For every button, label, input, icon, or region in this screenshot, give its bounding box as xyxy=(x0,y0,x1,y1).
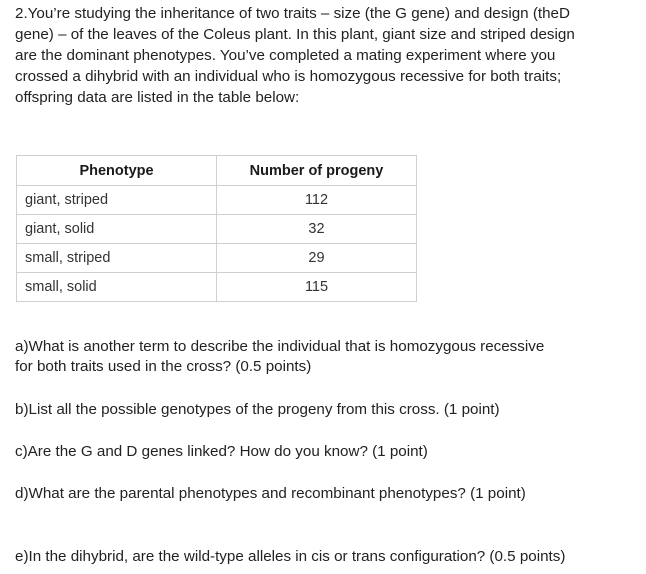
question-d-line: d)What are the parental phenotypes and recombinant phenotypes? (1 point) xyxy=(15,485,526,502)
question-c xyxy=(15,442,428,462)
question-intro xyxy=(15,3,635,108)
intro-line: gene) – of the leaves of the Coleus plant. In this plant, giant size and striped design xyxy=(15,26,575,43)
progeny-table xyxy=(16,155,417,302)
question-e xyxy=(15,547,565,567)
question-b xyxy=(15,400,500,420)
question-a xyxy=(15,337,544,377)
question-d xyxy=(15,484,526,504)
phenotype-cell: small, striped xyxy=(17,244,217,273)
intro-line: are the dominant phenotypes. You’ve completed a mating experiment where you xyxy=(15,47,556,64)
intro-line: 2.You’re studying the inheritance of two traits – size (the G gene) and design (theD xyxy=(15,5,570,22)
question-a-line: a)What is another term to describe the individual that is homozygous recessive xyxy=(15,338,545,355)
intro-line: offspring data are listed in the table below: xyxy=(15,89,300,106)
table-row xyxy=(17,215,417,244)
progeny-count-cell: 32 xyxy=(217,215,417,244)
intro-line: crossed a dihybrid with an individual who is homozygous recessive for both traits; xyxy=(15,68,562,85)
phenotype-cell: giant, striped xyxy=(17,186,217,215)
progeny-count-cell: 29 xyxy=(217,244,417,273)
progeny-count-cell: 115 xyxy=(217,273,417,302)
question-a-line: for both traits used in the cross? (0.5 points) xyxy=(15,358,312,375)
phenotype-cell: small, solid xyxy=(17,273,217,302)
progeny-count-cell: 112 xyxy=(217,186,417,215)
table-header-row xyxy=(17,156,417,186)
question-e-line: e)In the dihybrid, are the wild-type alleles in cis or trans configuration? (0.5 points) xyxy=(15,548,566,565)
phenotype-cell: giant, solid xyxy=(17,215,217,244)
header-phenotype: Phenotype xyxy=(17,156,217,186)
table-row xyxy=(17,273,417,302)
question-c-line: c)Are the G and D genes linked? How do you know? (1 point) xyxy=(15,443,428,460)
table-row xyxy=(17,244,417,273)
table-row xyxy=(17,186,417,215)
question-b-line: b)List all the possible genotypes of the progeny from this cross. (1 point) xyxy=(15,401,500,418)
header-number-of-progeny: Number of progeny xyxy=(217,156,417,186)
